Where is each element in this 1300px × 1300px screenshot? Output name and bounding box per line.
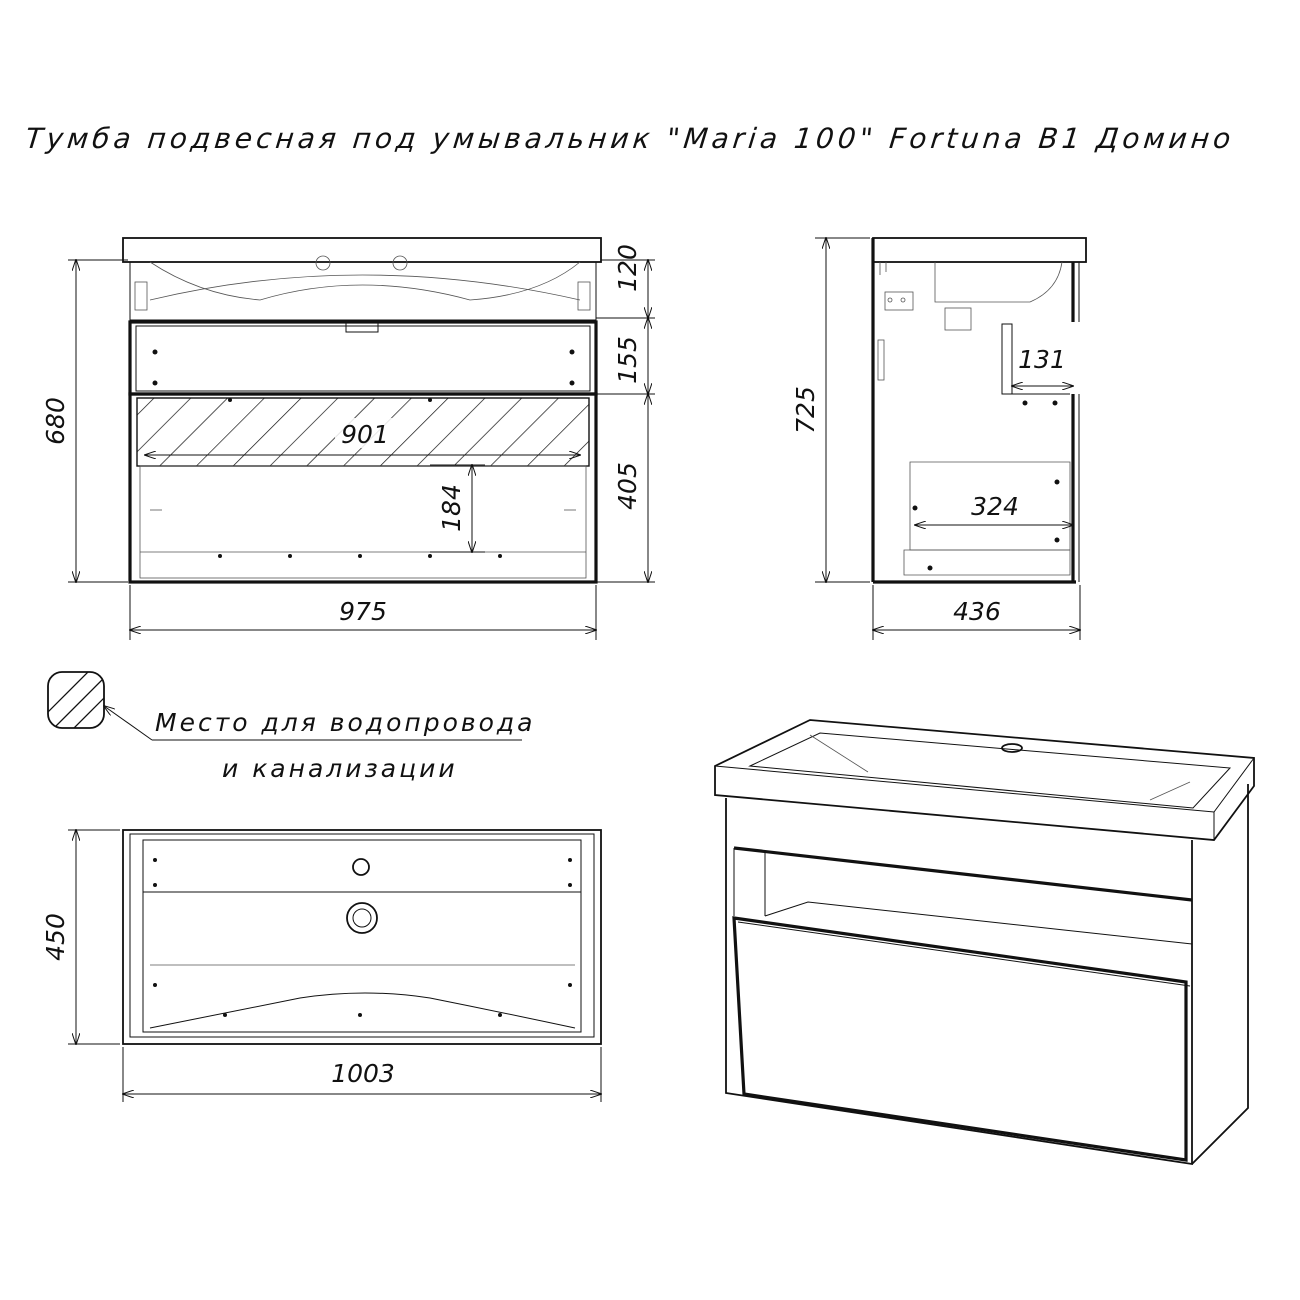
dim-open-shelf-height: 155 bbox=[613, 336, 642, 384]
side-view bbox=[791, 238, 1086, 640]
dim-hatch-width: 901 bbox=[341, 420, 389, 449]
dim-sink-height: 120 bbox=[613, 244, 642, 292]
side-sink-top bbox=[873, 238, 1086, 262]
top-outline bbox=[123, 830, 601, 1044]
top-view bbox=[41, 830, 601, 1102]
dim-total-height: 680 bbox=[41, 397, 70, 445]
drawing-title: Тумба подвесная под умывальник "Maria 100" Fortuna B1 Домино bbox=[23, 122, 1237, 155]
dim-drawer-height: 405 bbox=[613, 462, 642, 510]
iso-drawer bbox=[734, 918, 1186, 1160]
iso-sink bbox=[715, 720, 1254, 840]
legend-text-line1: Место для водопровода bbox=[155, 708, 536, 737]
dim-inner-drawer-depth: 184 bbox=[437, 484, 466, 532]
legend-hatch-swatch bbox=[48, 672, 104, 728]
dim-top-width: 1003 bbox=[331, 1059, 395, 1088]
dim-top-depth: 450 bbox=[41, 913, 70, 961]
open-shelf bbox=[130, 322, 596, 394]
dim-shelf-depth: 131 bbox=[1018, 345, 1066, 374]
dim-side-total-height: 725 bbox=[791, 386, 820, 434]
dim-width: 975 bbox=[339, 597, 387, 626]
front-view bbox=[41, 238, 655, 640]
sink-top bbox=[123, 238, 601, 262]
legend bbox=[40, 670, 536, 783]
dim-depth: 436 bbox=[953, 597, 1001, 626]
legend-text-line2: и канализации bbox=[222, 754, 458, 783]
isometric-view bbox=[715, 720, 1254, 1164]
dim-drawer-depth: 324 bbox=[971, 492, 1019, 521]
